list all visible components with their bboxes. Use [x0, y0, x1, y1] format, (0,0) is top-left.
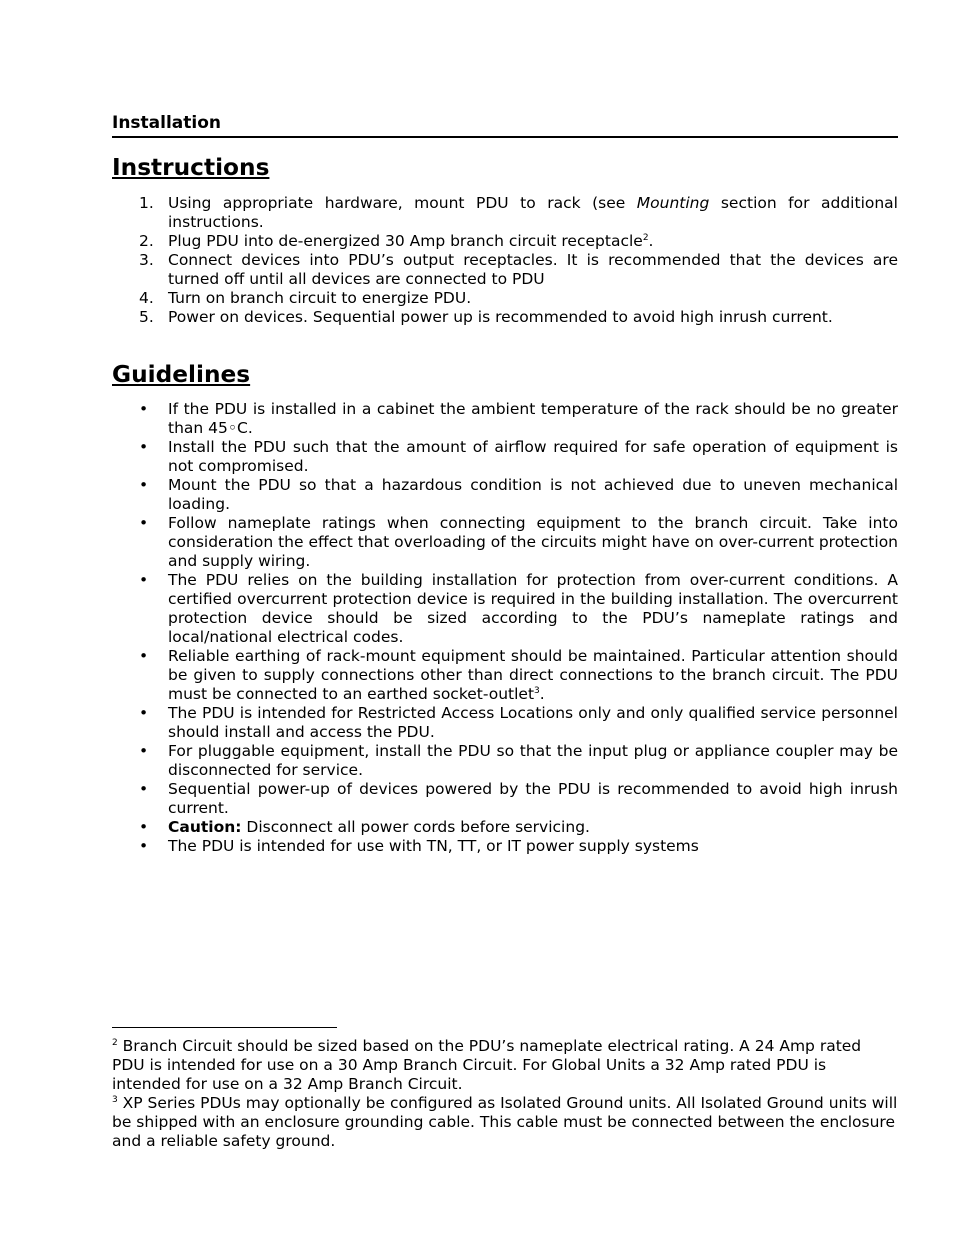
guideline-text: Disconnect all power cords before servicing. — [241, 818, 590, 836]
guideline-text: . — [539, 685, 545, 703]
footnote-divider — [112, 1027, 337, 1028]
bullet-icon: • — [139, 704, 149, 722]
instruction-text: section for additional instructions. — [168, 194, 898, 231]
instruction-number: 2. — [139, 232, 154, 250]
guideline-item — [112, 514, 898, 571]
guideline-item — [112, 742, 898, 780]
bullet-icon: • — [139, 837, 149, 855]
guideline-item — [112, 476, 898, 514]
section-title: Installation — [112, 112, 898, 138]
guideline-item — [112, 647, 898, 704]
instruction-text: Plug PDU into de-energized 30 Amp branch circuit receptacle — [168, 232, 643, 250]
instruction-item — [112, 289, 898, 308]
bullet-icon: • — [139, 742, 149, 760]
instruction-number: 3. — [139, 251, 154, 269]
guideline-item — [112, 780, 898, 818]
guideline-text: The PDU is intended for use with TN, TT, or IT power supply systems — [168, 837, 699, 855]
bullet-icon: • — [139, 571, 149, 589]
mounting-reference: Mounting — [636, 194, 710, 212]
bullet-icon: • — [139, 400, 149, 418]
footnote-number: 2 — [112, 1038, 118, 1048]
instruction-item — [112, 232, 898, 251]
instruction-number: 5. — [139, 308, 154, 326]
page-body — [112, 112, 898, 856]
guideline-item — [112, 818, 898, 837]
guideline-text: Mount the PDU so that a hazardous condition is not achieved due to uneven mechanical loading. — [168, 476, 898, 513]
guideline-text: For pluggable equipment, install the PDU so that the input plug or appliance coupler may be disconnected for service. — [168, 742, 898, 779]
guideline-item — [112, 438, 898, 476]
guideline-item — [112, 571, 898, 647]
instructions-heading: Instructions — [112, 154, 270, 181]
guideline-text: Follow nameplate ratings when connecting equipment to the branch circuit. Take into consideration the effect that overloading of the circuits might have on over-current protection and supply wiring. — [168, 514, 898, 570]
guideline-text: If the PDU is installed in a cabinet the ambient temperature of the rack should be no greater than 45◦C. — [168, 400, 898, 437]
guideline-item — [112, 837, 898, 856]
bullet-icon: • — [139, 514, 149, 532]
guideline-text: Sequential power-up of devices powered by the PDU is recommended to avoid high inrush current. — [168, 780, 898, 817]
bullet-icon: • — [139, 780, 149, 798]
guidelines-heading: Guidelines — [112, 361, 251, 388]
footnote-ref: 2 — [642, 233, 649, 243]
guideline-text: Install the PDU such that the amount of airflow required for safe operation of equipment is not compromised. — [168, 438, 898, 475]
caution-label: Caution: — [168, 818, 242, 836]
guideline-text: The PDU relies on the building installation for protection from over-current conditions. A certified overcurrent protection device is required in the building installation. The overcurrent protection device should be sized according to the PDU’s nameplate ratings and local/national electrical codes. — [168, 571, 898, 646]
bullet-icon: • — [139, 438, 149, 456]
guideline-text: The PDU is intended for Restricted Access Locations only and only qualified service personnel should install and access the PDU. — [168, 704, 898, 741]
footnote-number: 3 — [112, 1095, 118, 1105]
instruction-item — [112, 194, 898, 232]
instruction-text: . — [648, 232, 654, 250]
instruction-text: Turn on branch circuit to energize PDU. — [168, 289, 472, 307]
bullet-icon: • — [139, 647, 149, 665]
footnote-2 — [112, 1037, 898, 1094]
instruction-text: Power on devices. Sequential power up is recommended to avoid high inrush current. — [168, 308, 833, 326]
footnote-3 — [112, 1094, 898, 1151]
instruction-number: 4. — [139, 289, 154, 307]
instruction-text: Using appropriate hardware, mount PDU to rack (see — [168, 194, 637, 212]
instruction-item — [112, 251, 898, 289]
instruction-text: Connect devices into PDU’s output receptacles. It is recommended that the devices are turned off until all devices are connected to PDU — [168, 251, 898, 288]
footnote-text: XP Series PDUs may optionally be configured as Isolated Ground units. All Isolated Ground units will be shipped with an enclosure grounding cable. This cable must be connected between the enclosure and a reliable safety ground. — [112, 1094, 898, 1150]
instruction-item — [112, 308, 898, 327]
bullet-icon: • — [139, 818, 149, 836]
guidelines-list — [112, 400, 898, 856]
guideline-item — [112, 400, 898, 438]
footnote-ref: 3 — [534, 686, 540, 696]
guideline-item — [112, 704, 898, 742]
bullet-icon: • — [139, 476, 149, 494]
instructions-list — [112, 194, 898, 327]
footnote-text: Branch Circuit should be sized based on the PDU’s nameplate electrical rating. A 24 Amp rated PDU is intended for use on a 30 Amp Branch Circuit. For Global Units a 32 Amp rated PDU is intended for use on a 32 Amp Branch Circuit. — [112, 1037, 862, 1093]
footnotes — [112, 1037, 898, 1151]
guideline-text: Reliable earthing of rack-mount equipment should be maintained. Particular attention should be given to supply connections other than direct connections to the branch circuit. The PDU must be connected to an earthed socket-outlet — [168, 647, 898, 703]
instruction-number: 1. — [139, 194, 154, 212]
